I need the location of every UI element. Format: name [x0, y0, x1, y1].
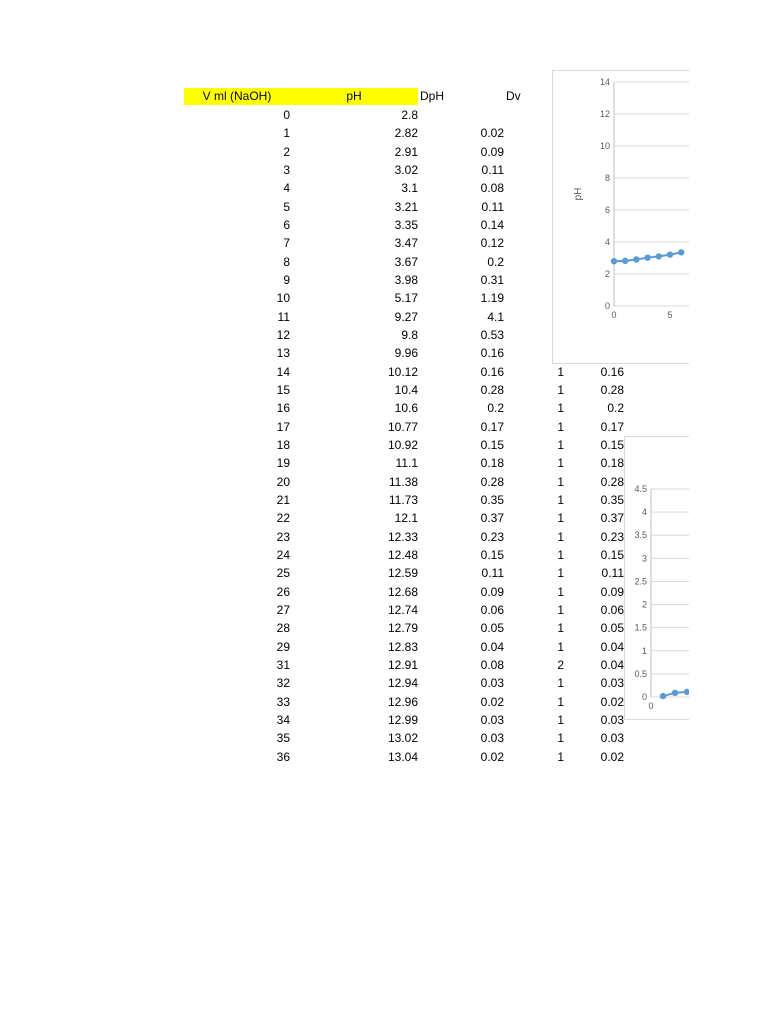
cell-v-ml[interactable]: 20: [276, 474, 290, 489]
cell-ph[interactable]: 9.96: [394, 346, 418, 361]
data-point: [684, 689, 689, 695]
cell-dph-dv[interactable]: 0.04: [600, 657, 624, 672]
cell-dph[interactable]: 0.28: [480, 474, 504, 489]
cell-ph[interactable]: 10.12: [387, 364, 418, 379]
cell-v-ml[interactable]: 21: [276, 492, 290, 507]
cell-dv[interactable]: 1: [557, 474, 564, 489]
cell-ph[interactable]: 12.74: [387, 602, 418, 617]
cell-dph[interactable]: [444, 106, 504, 124]
cell-ph[interactable]: 10.4: [394, 382, 418, 397]
cell-ph[interactable]: 12.48: [387, 547, 418, 562]
cell-dph[interactable]: 1.19: [480, 291, 504, 306]
cell-v-ml[interactable]: 6: [283, 217, 290, 232]
cell-ph[interactable]: 3.67: [394, 254, 418, 269]
cell-ph[interactable]: 5.17: [394, 291, 418, 306]
cell-v-ml[interactable]: 9: [283, 272, 290, 287]
y-tick-label: 12: [599, 109, 610, 119]
cell-v-ml[interactable]: 23: [276, 529, 290, 544]
cell-ph[interactable]: 12.79: [387, 621, 418, 636]
cell-ph[interactable]: 3.47: [394, 236, 418, 251]
cell-v-ml[interactable]: 22: [276, 511, 290, 526]
cell-v-ml[interactable]: 32: [276, 676, 290, 691]
cell-v-ml[interactable]: 34: [276, 712, 290, 727]
cell-dph-dv[interactable]: 0.2: [607, 401, 624, 416]
cell-dph[interactable]: 0.31: [480, 272, 504, 287]
data-point: [611, 258, 617, 264]
cell-ph[interactable]: 3.21: [394, 199, 418, 214]
cell-dv[interactable]: 1: [557, 456, 564, 471]
cell-ph[interactable]: 12.1: [394, 511, 418, 526]
cell-ph[interactable]: 3.98: [394, 272, 418, 287]
cell-dph-dv[interactable]: 0.02: [600, 749, 624, 764]
cell-dph[interactable]: 0.11: [481, 199, 504, 214]
cell-dph-dv[interactable]: 0.23: [600, 529, 624, 544]
cell-dph[interactable]: 0.02: [480, 749, 504, 764]
derivative-chart[interactable]: [624, 436, 689, 720]
cell-ph[interactable]: 3.02: [394, 162, 418, 177]
cell-dph-dv[interactable]: 0.35: [600, 492, 624, 507]
y-tick-label: 0: [604, 301, 610, 311]
cell-v-ml[interactable]: 27: [276, 602, 290, 617]
cell-dph[interactable]: 0.03: [480, 676, 504, 691]
cell-v-ml[interactable]: 16: [276, 401, 290, 416]
cell-ph[interactable]: 12.99: [387, 712, 418, 727]
y-tick-label: 3.5: [634, 530, 647, 541]
cell-dph[interactable]: 0.18: [480, 456, 504, 471]
ph-titration-chart[interactable]: [552, 70, 689, 364]
cell-dph[interactable]: 0.09: [480, 584, 504, 599]
cell-v-ml[interactable]: 5: [283, 199, 290, 214]
cell-v-ml[interactable]: 7: [283, 236, 290, 251]
cell-dv[interactable]: 1: [557, 584, 564, 599]
cell-ph[interactable]: 12.91: [387, 657, 418, 672]
cell-dph[interactable]: 0.2: [487, 254, 504, 269]
y-tick-label: 1: [641, 645, 647, 656]
cell-dph-dv[interactable]: 0.37: [600, 511, 624, 526]
cell-v-ml[interactable]: 2: [283, 144, 290, 159]
cell-ph[interactable]: 2.91: [394, 144, 418, 159]
y-tick-label: 3: [641, 553, 647, 564]
header-ph[interactable]: pH: [290, 88, 418, 105]
cell-v-ml[interactable]: 8: [283, 254, 290, 269]
cell-v-ml[interactable]: 36: [276, 749, 290, 764]
cell-dph[interactable]: 0.28: [480, 382, 504, 397]
cell-ph[interactable]: 9.27: [394, 309, 418, 324]
cell-v-ml[interactable]: 12: [276, 327, 290, 342]
data-point: [678, 249, 684, 255]
cell-dph[interactable]: 0.11: [481, 162, 504, 177]
cell-dph-dv[interactable]: 0.04: [600, 639, 624, 654]
cell-dph[interactable]: 0.04: [480, 639, 504, 654]
cell-dph-dv[interactable]: 0.11: [601, 566, 624, 581]
cell-v-ml[interactable]: 33: [276, 694, 290, 709]
cell-dph[interactable]: 0.37: [480, 511, 504, 526]
cell-dv[interactable]: 1: [557, 401, 564, 416]
cell-dph-dv[interactable]: 0.16: [600, 364, 624, 379]
cell-v-ml[interactable]: 18: [276, 437, 290, 452]
cell-dph[interactable]: 0.23: [480, 529, 504, 544]
derivative-chart-svg: [625, 437, 689, 719]
cell-dph[interactable]: 0.53: [480, 327, 504, 342]
header-dv[interactable]: Dv: [506, 89, 521, 103]
data-point: [644, 254, 650, 260]
y-tick-label: 2: [641, 599, 647, 610]
cell-dv[interactable]: 1: [557, 511, 564, 526]
cell-dph[interactable]: 0.08: [480, 657, 504, 672]
cell-v-ml[interactable]: 24: [276, 547, 290, 562]
cell-dv[interactable]: 1: [557, 566, 564, 581]
ph-chart-svg: [553, 71, 689, 363]
y-tick-label: 4.5: [634, 484, 647, 494]
cell-dph-dv[interactable]: 0.15: [600, 547, 624, 562]
data-point: [656, 253, 662, 259]
cell-dph[interactable]: 0.35: [480, 492, 504, 507]
cell-dv[interactable]: 2: [557, 657, 564, 672]
cell-dph-dv[interactable]: 0.05: [600, 621, 624, 636]
cell-ph[interactable]: 12.94: [387, 676, 418, 691]
data-point: [660, 693, 666, 699]
cell-ph[interactable]: 11.38: [388, 474, 418, 489]
y-axis-title: pH: [573, 187, 584, 201]
cell-ph[interactable]: 12.83: [387, 639, 418, 654]
cell-dv[interactable]: 1: [557, 529, 564, 544]
cell-dph[interactable]: 0.08: [480, 181, 504, 196]
data-point: [633, 256, 639, 262]
cell-v-ml[interactable]: 28: [276, 621, 290, 636]
header-dph[interactable]: DpH: [420, 89, 445, 103]
cell-v-ml[interactable]: 29: [276, 639, 290, 654]
cell-v-ml[interactable]: 4: [283, 181, 290, 196]
cell-dph[interactable]: 0.16: [480, 346, 504, 361]
cell-v-ml[interactable]: 11: [277, 309, 290, 324]
y-tick-label: 1.5: [634, 622, 647, 633]
cell-ph[interactable]: 10.92: [387, 437, 418, 452]
data-point: [667, 251, 673, 257]
cell-ph[interactable]: 10.77: [387, 419, 418, 434]
cell-ph[interactable]: 2.8: [401, 108, 418, 122]
y-tick-label: 2: [604, 269, 610, 279]
y-tick-label: 14: [599, 77, 610, 87]
cell-ph[interactable]: 11.73: [388, 492, 418, 507]
cell-dph-dv[interactable]: 0.06: [600, 602, 624, 617]
x-tick-label: 5: [667, 310, 673, 320]
y-tick-label: 0.5: [634, 668, 647, 679]
cell-ph[interactable]: 12.96: [387, 694, 418, 709]
cell-v-ml[interactable]: 25: [276, 566, 290, 581]
y-tick-label: 6: [604, 205, 610, 215]
cell-v-ml[interactable]: 17: [276, 419, 290, 434]
cell-v-ml[interactable]: 35: [276, 731, 290, 746]
cell-v-ml[interactable]: 14: [276, 364, 290, 379]
cell-dph-dv[interactable]: 0.03: [600, 731, 624, 746]
cell-v-ml[interactable]: 3: [283, 162, 290, 177]
y-tick-label: 4: [604, 237, 610, 247]
cell-dv[interactable]: 1: [557, 639, 564, 654]
cell-dph[interactable]: 0.15: [480, 437, 504, 452]
cell-dph[interactable]: 0.02: [480, 126, 504, 141]
y-tick-label: 8: [604, 173, 610, 183]
cell-dph[interactable]: 0.14: [480, 217, 504, 232]
data-point: [622, 258, 628, 264]
cell-v-ml[interactable]: 26: [276, 584, 290, 599]
cell-dph-dv[interactable]: 0.02: [600, 694, 624, 709]
cell-dph-dv[interactable]: 0.17: [600, 419, 624, 434]
cell-dph[interactable]: 0.15: [480, 547, 504, 562]
cell-ph[interactable]: 13.04: [387, 749, 418, 764]
cell-dph[interactable]: 0.16: [480, 364, 504, 379]
cell-v-ml[interactable]: 15: [276, 382, 290, 397]
cell-dph-dv[interactable]: 0.09: [600, 584, 624, 599]
cell-dv[interactable]: 1: [557, 602, 564, 617]
data-point: [672, 690, 678, 696]
cell-dph[interactable]: 0.12: [480, 236, 504, 251]
cell-dph-dv[interactable]: 0.18: [600, 456, 624, 471]
cell-dv[interactable]: 1: [557, 364, 564, 379]
y-tick-label: 2.5: [634, 576, 647, 587]
cell-ph[interactable]: 13.02: [387, 731, 418, 746]
cell-dph-dv[interactable]: 0.03: [600, 676, 624, 691]
cell-ph[interactable]: 3.1: [401, 181, 418, 196]
cell-dph-dv[interactable]: 0.03: [600, 712, 624, 727]
cell-dph[interactable]: 0.05: [480, 621, 504, 636]
cell-v-ml[interactable]: 13: [276, 346, 290, 361]
cell-v-ml[interactable]: 10: [276, 291, 290, 306]
y-tick-label: 10: [599, 141, 610, 151]
cell-v-ml[interactable]: 19: [276, 456, 290, 471]
cell-dv[interactable]: 1: [557, 731, 564, 746]
cell-dv[interactable]: 1: [557, 382, 564, 397]
cell-dv[interactable]: 1: [557, 547, 564, 562]
cell-v-ml[interactable]: 1: [283, 126, 290, 141]
cell-dph[interactable]: 0.11: [481, 566, 504, 581]
cell-dph[interactable]: 0.17: [480, 419, 504, 434]
cell-ph[interactable]: 12.59: [387, 566, 418, 581]
cell-dv[interactable]: 1: [557, 676, 564, 691]
cell-v-ml[interactable]: 0: [283, 108, 290, 122]
cell-dph[interactable]: 0.03: [480, 712, 504, 727]
y-tick-label: 4: [641, 507, 647, 518]
cell-dv[interactable]: 1: [557, 437, 564, 452]
cell-dph-dv[interactable]: 0.28: [600, 382, 624, 397]
cell-ph[interactable]: 2.82: [394, 126, 418, 141]
cell-dph[interactable]: 4.1: [487, 309, 504, 324]
cell-dph[interactable]: 0.03: [480, 731, 504, 746]
header-v-ml-naoh[interactable]: V ml (NaOH): [184, 88, 290, 105]
cell-dv[interactable]: 1: [557, 749, 564, 764]
cell-dph[interactable]: 0.06: [480, 602, 504, 617]
cell-dv[interactable]: 1: [557, 419, 564, 434]
cell-dph-dv[interactable]: 0.15: [600, 437, 624, 452]
x-tick-label: 0: [648, 701, 654, 711]
cell-dv[interactable]: 1: [557, 492, 564, 507]
cell-dph-dv[interactable]: 0.28: [600, 474, 624, 489]
cell-ph[interactable]: 9.8: [401, 327, 418, 342]
cell-ph[interactable]: 11.1: [395, 456, 418, 471]
cell-dv[interactable]: 1: [557, 621, 564, 636]
cell-dph[interactable]: 0.2: [487, 401, 504, 416]
cell-dph[interactable]: 0.02: [480, 694, 504, 709]
cell-dv[interactable]: 1: [557, 712, 564, 727]
y-tick-label: 0: [641, 692, 647, 702]
cell-v-ml[interactable]: 31: [276, 657, 290, 672]
cell-ph[interactable]: 3.35: [394, 217, 418, 232]
cell-dv[interactable]: 1: [557, 694, 564, 709]
cell-dph[interactable]: 0.09: [480, 144, 504, 159]
cell-ph[interactable]: 12.68: [387, 584, 418, 599]
x-tick-label: 0: [611, 310, 617, 320]
cell-ph[interactable]: 10.6: [394, 401, 418, 416]
cell-ph[interactable]: 12.33: [387, 529, 418, 544]
